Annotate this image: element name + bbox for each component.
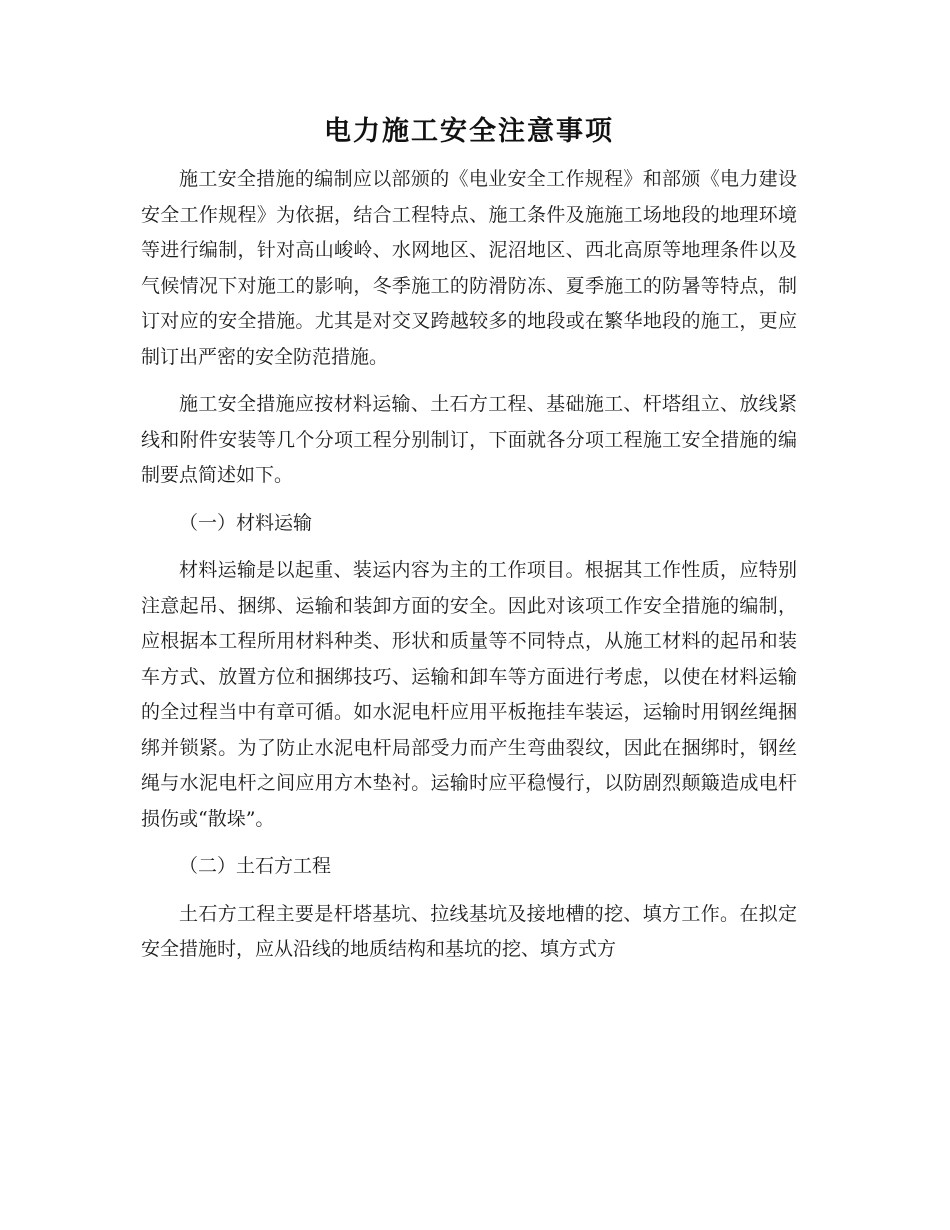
section-paragraph-material-transport: 材料运输是以起重、装运内容为主的工作项目。根据其工作性质，应特别注意起吊、捆绑、运输和装卸方面的安全。因此对该项工作安全措施的编制，应根据本工程所用材料种类、形状和质量等不同特点，从施工材料的起吊和装车方式、放置方位和捆绑技巧、运输和卸车等方面进行考虑，以使在材料运输的全过程当中有章可循。如水泥电杆应用平板拖挂车装运，运输时用钢丝绳捆绑并锁紧。为了防止水泥电杆局部受力而产生弯曲裂纹，因此在捆绑时，钢丝绳与水泥电杆之间应用方木垫衬。运输时应平稳慢行，以防剧烈颠簸造成电杆损伤或“散垛”。	[141, 559, 797, 830]
section-heading-earthwork: （二）土石方工程	[179, 855, 332, 877]
section-heading-material-transport: （一）材料运输	[179, 511, 313, 534]
intro-paragraph-1: 施工安全措施的编制应以部颁的《电业安全工作规程》和部颁《电力建设安全工作规程》为依据，结合工程特点、施工条件及施施工场地段的地理环境等进行编制，针对高山峻岭、水网地区、泥沼地区、西北高原等地理条件以及气候情况下对施工的影响，冬季施工的防滑防冻、夏季施工的防暑等特点，制订对应的安全措施。尤其是对交叉跨越较多的地段或在繁华地段的施工，更应制订出严密的安全防范措施。	[141, 168, 797, 368]
document-title: 电力施工安全注意事项	[324, 116, 614, 147]
document-body	[141, 110, 797, 980]
section-paragraph-earthwork: 土石方工程主要是杆塔基坑、拉线基坑及接地槽的挖、填方工作。在拟定安全措施时，应从沿线的地质结构和基坑的挖、填方式方	[141, 902, 797, 960]
intro-paragraph-2: 施工安全措施应按材料运输、土石方工程、基础施工、杆塔组立、放线紧线和附件安装等几个分项工程分别制订，下面就各分项工程施工安全措施的编制要点简述如下。	[141, 393, 797, 486]
